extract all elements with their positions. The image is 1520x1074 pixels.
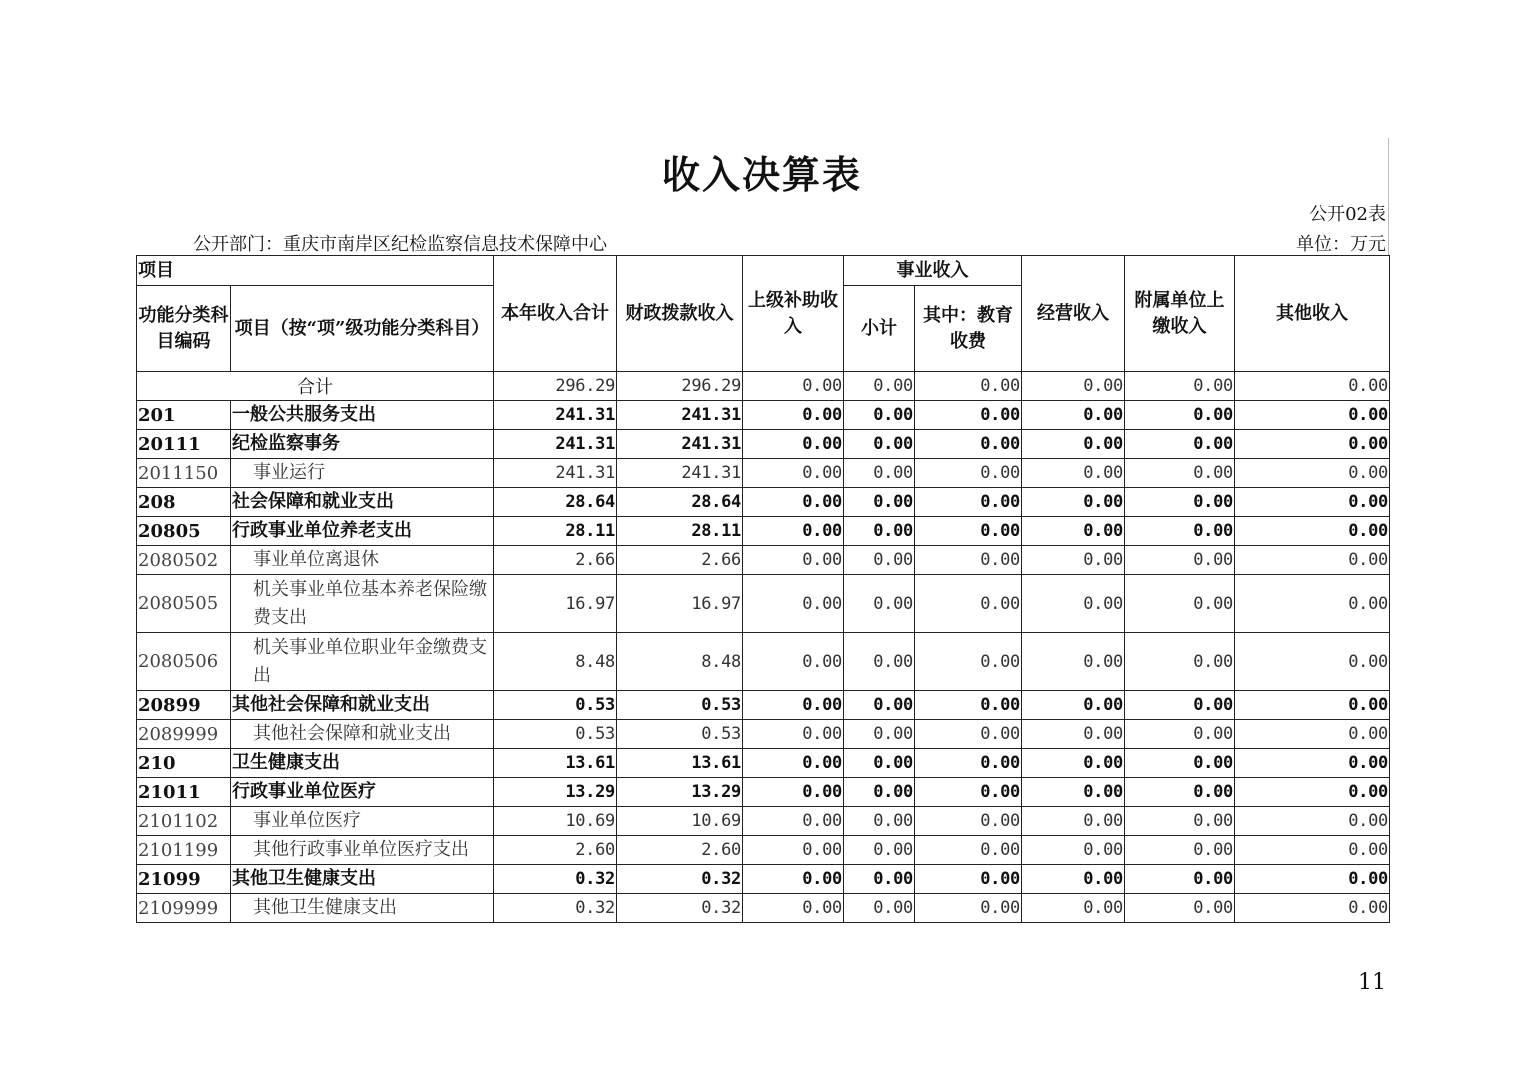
header-business: 事业收入 [844,256,1022,286]
row-value: 0.00 [844,778,915,807]
row-name: 其他社会保障和就业支出 [231,720,494,749]
table-row [137,488,1390,517]
row-value: 0.00 [844,488,915,517]
row-value: 0.32 [617,865,743,894]
table-row [137,720,1390,749]
row-value: 0.32 [494,865,617,894]
row-value: 0.00 [844,633,915,691]
row-value: 0.00 [1125,546,1235,575]
header-total: 本年收入合计 [494,256,617,372]
row-value: 0.00 [1022,401,1125,430]
row-value: 0.00 [915,836,1022,865]
row-code: 20805 [137,517,231,546]
row-value: 0.00 [1022,459,1125,488]
row-code: 20111 [137,430,231,459]
row-value: 0.00 [1022,575,1125,633]
total-cell: 0.00 [1235,372,1390,401]
row-value: 0.00 [915,575,1022,633]
row-value: 0.00 [1022,836,1125,865]
header-subtotal: 小计 [844,286,915,372]
row-value: 0.00 [844,546,915,575]
row-value: 0.00 [1235,401,1390,430]
row-value: 0.00 [1235,691,1390,720]
row-value: 0.00 [844,749,915,778]
row-value: 10.69 [494,807,617,836]
row-name: 其他社会保障和就业支出 [231,691,494,720]
row-value: 2.60 [494,836,617,865]
row-value: 0.00 [915,749,1022,778]
row-value: 0.00 [743,459,844,488]
row-value: 0.32 [617,894,743,923]
row-value: 0.00 [743,430,844,459]
row-value: 0.00 [1235,720,1390,749]
row-value: 0.00 [1125,749,1235,778]
row-value: 0.00 [743,575,844,633]
row-value: 0.00 [743,720,844,749]
row-value: 0.00 [1022,691,1125,720]
row-value: 241.31 [494,401,617,430]
row-value: 16.97 [494,575,617,633]
row-name: 一般公共服务支出 [231,401,494,430]
row-value: 0.00 [1235,459,1390,488]
row-value: 0.00 [743,749,844,778]
row-value: 0.00 [915,778,1022,807]
header-name: 项目（按“项”级功能分类科目） [231,286,494,372]
page-number: 11 [1358,970,1386,995]
row-value: 0.00 [1235,575,1390,633]
table-row [137,778,1390,807]
row-value: 0.00 [1022,517,1125,546]
row-value: 8.48 [617,633,743,691]
total-cell: 0.00 [1022,372,1125,401]
page-title: 收入决算表 [661,152,862,197]
row-value: 0.00 [1235,807,1390,836]
row-code: 2011150 [137,459,231,488]
row-value: 0.00 [915,517,1022,546]
row-code: 20899 [137,691,231,720]
row-value: 0.00 [1125,720,1235,749]
row-value: 0.00 [1235,836,1390,865]
row-code: 2101199 [137,836,231,865]
row-code: 21011 [137,778,231,807]
row-value: 0.00 [743,517,844,546]
row-value: 2.60 [617,836,743,865]
row-name: 社会保障和就业支出 [231,488,494,517]
row-value: 0.00 [743,546,844,575]
row-value: 0.00 [743,488,844,517]
table-row [137,430,1390,459]
row-value: 0.00 [1235,633,1390,691]
row-value: 28.11 [494,517,617,546]
row-value: 0.00 [1022,749,1125,778]
row-value: 0.00 [1125,401,1235,430]
row-code: 210 [137,749,231,778]
row-value: 0.00 [915,459,1022,488]
row-value: 0.00 [1125,836,1235,865]
header-code: 功能分类科目编码 [137,286,231,372]
row-value: 0.00 [1125,865,1235,894]
row-value: 2.66 [494,546,617,575]
row-name: 机关事业单位基本养老保险缴费支出 [231,575,494,633]
row-value: 0.00 [844,430,915,459]
row-code: 2109999 [137,894,231,923]
row-value: 0.00 [743,865,844,894]
row-value: 0.00 [1022,778,1125,807]
row-value: 0.00 [844,865,915,894]
row-value: 2.66 [617,546,743,575]
total-label: 合计 [137,372,494,401]
row-value: 13.61 [617,749,743,778]
header-superior: 上级补助收入 [743,256,844,372]
row-code: 2080502 [137,546,231,575]
table-row [137,836,1390,865]
row-code: 208 [137,488,231,517]
row-value: 0.00 [915,720,1022,749]
row-value: 0.00 [1022,865,1125,894]
row-value: 0.00 [1022,430,1125,459]
row-value: 0.00 [844,575,915,633]
table-row [137,749,1390,778]
row-value: 0.00 [1235,894,1390,923]
header-operating: 经营收入 [1022,256,1125,372]
row-value: 0.00 [1022,894,1125,923]
row-value: 0.00 [743,807,844,836]
row-value: 241.31 [617,401,743,430]
row-value: 0.00 [1022,720,1125,749]
row-value: 0.00 [915,401,1022,430]
table-row [137,633,1390,691]
row-value: 13.61 [494,749,617,778]
row-value: 8.48 [494,633,617,691]
row-value: 241.31 [617,430,743,459]
row-name: 其他行政事业单位医疗支出 [231,836,494,865]
row-value: 241.31 [494,459,617,488]
row-value: 0.00 [1125,894,1235,923]
row-name: 卫生健康支出 [231,749,494,778]
row-value: 28.64 [617,488,743,517]
row-value: 0.00 [1125,430,1235,459]
table-row [137,401,1390,430]
row-value: 0.00 [844,836,915,865]
row-value: 0.00 [743,836,844,865]
row-value: 28.11 [617,517,743,546]
row-value: 0.00 [1235,749,1390,778]
row-value: 0.53 [494,720,617,749]
row-value: 0.00 [1022,633,1125,691]
row-value: 0.00 [915,633,1022,691]
table-row [137,807,1390,836]
total-cell: 0.00 [743,372,844,401]
form-number: 公开02表 [1309,204,1386,225]
row-value: 0.53 [617,720,743,749]
row-name: 行政事业单位养老支出 [231,517,494,546]
header-fiscal: 财政拨款收入 [617,256,743,372]
total-cell: 296.29 [494,372,617,401]
row-value: 0.00 [743,894,844,923]
row-value: 0.00 [1235,778,1390,807]
department-label: 公开部门：重庆市南岸区纪检监察信息技术保障中心 [193,234,607,255]
row-value: 0.00 [915,488,1022,517]
table-row [137,459,1390,488]
row-value: 10.69 [617,807,743,836]
row-value: 0.00 [1125,517,1235,546]
row-value: 13.29 [617,778,743,807]
row-value: 0.00 [1235,865,1390,894]
row-value: 0.00 [1022,488,1125,517]
row-code: 2080505 [137,575,231,633]
row-name: 机关事业单位职业年金缴费支出 [231,633,494,691]
row-value: 0.00 [844,807,915,836]
row-value: 0.00 [1022,807,1125,836]
income-table [136,255,1390,923]
row-value: 0.00 [844,459,915,488]
row-value: 13.29 [494,778,617,807]
row-value: 0.00 [1125,459,1235,488]
row-code: 2089999 [137,720,231,749]
row-value: 0.00 [915,865,1022,894]
row-value: 0.00 [743,633,844,691]
table-row [137,691,1390,720]
row-value: 0.32 [494,894,617,923]
row-code: 2101102 [137,807,231,836]
row-value: 0.00 [1125,807,1235,836]
row-value: 0.00 [915,691,1022,720]
row-value: 16.97 [617,575,743,633]
row-name: 纪检监察事务 [231,430,494,459]
row-value: 0.00 [1235,517,1390,546]
header-other: 其他收入 [1235,256,1390,372]
header-education: 其中：教育收费 [915,286,1022,372]
row-value: 0.00 [915,546,1022,575]
row-value: 0.00 [915,430,1022,459]
row-code: 201 [137,401,231,430]
row-name: 事业单位离退休 [231,546,494,575]
row-value: 0.00 [743,691,844,720]
row-value: 0.00 [1125,633,1235,691]
total-cell: 296.29 [617,372,743,401]
table-row [137,546,1390,575]
row-name: 行政事业单位医疗 [231,778,494,807]
row-value: 241.31 [494,430,617,459]
row-code: 2080506 [137,633,231,691]
row-value: 0.00 [844,691,915,720]
row-value: 0.00 [743,401,844,430]
row-value: 241.31 [617,459,743,488]
row-value: 0.00 [844,401,915,430]
row-value: 0.00 [844,720,915,749]
row-value: 0.00 [743,778,844,807]
row-value: 0.00 [844,894,915,923]
row-value: 0.00 [1235,488,1390,517]
table-row [137,575,1390,633]
row-value: 0.00 [1022,546,1125,575]
unit-label: 单位：万元 [1296,234,1386,255]
total-cell: 0.00 [1125,372,1235,401]
row-value: 0.53 [494,691,617,720]
row-value: 0.00 [1125,575,1235,633]
total-row [137,372,1390,401]
row-value: 0.53 [617,691,743,720]
row-code: 21099 [137,865,231,894]
row-value: 0.00 [1125,778,1235,807]
row-value: 0.00 [915,807,1022,836]
row-value: 0.00 [844,517,915,546]
row-name: 其他卫生健康支出 [231,865,494,894]
row-name: 事业单位医疗 [231,807,494,836]
row-value: 0.00 [915,894,1022,923]
row-value: 0.00 [1235,430,1390,459]
table-row [137,865,1390,894]
table-row [137,517,1390,546]
row-value: 28.64 [494,488,617,517]
total-cell: 0.00 [915,372,1022,401]
row-value: 0.00 [1125,488,1235,517]
total-cell: 0.00 [844,372,915,401]
row-value: 0.00 [1235,546,1390,575]
table-row [137,894,1390,923]
row-value: 0.00 [1125,691,1235,720]
header-affiliated: 附属单位上缴收入 [1125,256,1235,372]
row-name: 其他卫生健康支出 [231,894,494,923]
header-project: 项目 [137,256,494,286]
row-name: 事业运行 [231,459,494,488]
